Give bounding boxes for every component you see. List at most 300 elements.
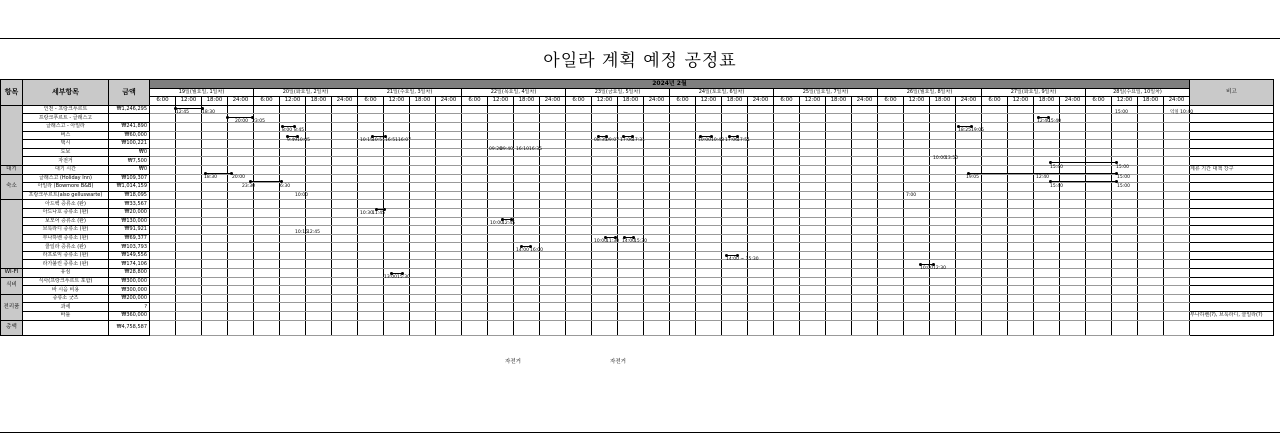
row-detail: 바 시음 비용: [23, 286, 109, 295]
time-slot: [176, 294, 202, 303]
time-slot: [904, 243, 930, 252]
time-label: 16:35: [529, 147, 542, 152]
row-category: 식비: [1, 277, 23, 294]
time-slot: [1086, 226, 1112, 235]
time-slot: [670, 243, 696, 252]
row-detail: 택시: [23, 140, 109, 149]
time-slot: [1164, 320, 1190, 335]
time-slot: [384, 122, 410, 131]
time-slot: [982, 174, 1008, 183]
time-slot: [488, 277, 514, 286]
row-amount: ₩241,890: [109, 122, 150, 131]
time-slot: [696, 131, 722, 140]
time-slot: [592, 320, 618, 335]
time-slot: [254, 320, 280, 335]
time-slot: [540, 140, 566, 149]
row-amount: ₩60,000: [109, 131, 150, 140]
time-slot: [592, 114, 618, 123]
time-label: 18:30: [202, 110, 215, 115]
time-slot: [904, 234, 930, 243]
time-slot: [488, 131, 514, 140]
time-slot: [800, 208, 826, 217]
time-label: 09:07: [606, 138, 619, 143]
time-slot: [774, 148, 800, 157]
time-slot: [410, 140, 436, 149]
time-slot: [306, 105, 332, 114]
time-slot: [696, 243, 722, 252]
time-slot: [358, 174, 384, 183]
time-slot: [670, 122, 696, 131]
time-slot: [1034, 320, 1060, 335]
time-slot: [306, 157, 332, 166]
time-slot: [254, 303, 280, 312]
time-slot: [1008, 277, 1034, 286]
time-slot: [826, 208, 852, 217]
row-detail: 바틀: [23, 312, 109, 321]
row-detail: 프랑크푸르트 - 글래스고: [23, 114, 109, 123]
time-slot: [878, 165, 904, 174]
time-label: 12:45: [176, 110, 189, 115]
time-slot: [904, 148, 930, 157]
time-slot: [644, 269, 670, 278]
header-amount: 금액: [109, 80, 150, 106]
time-slot: [722, 269, 748, 278]
hour-header: 24:00: [332, 97, 358, 106]
time-slot: [332, 260, 358, 269]
time-slot: [280, 208, 306, 217]
time-slot: [852, 174, 878, 183]
time-slot: [878, 191, 904, 200]
time-slot: [228, 165, 254, 174]
time-slot: [358, 114, 384, 123]
time-slot: [202, 217, 228, 226]
time-slot: [1138, 294, 1164, 303]
time-slot: [280, 148, 306, 157]
time-slot: [280, 234, 306, 243]
time-slot: [1138, 277, 1164, 286]
time-slot: [202, 260, 228, 269]
time-slot: [566, 191, 592, 200]
time-slot: [176, 303, 202, 312]
hour-header: 18:00: [306, 97, 332, 106]
time-slot: [332, 217, 358, 226]
table-row: [1, 312, 1274, 321]
time-slot: [228, 140, 254, 149]
time-slot: [722, 174, 748, 183]
time-slot: [280, 140, 306, 149]
time-slot: [748, 303, 774, 312]
time-slot: [1034, 200, 1060, 209]
time-slot: [254, 183, 280, 192]
time-slot: [488, 286, 514, 295]
time-slot: [202, 208, 228, 217]
time-slot: [202, 174, 228, 183]
time-slot: [982, 157, 1008, 166]
time-slot: [332, 277, 358, 286]
time-slot: [280, 200, 306, 209]
time-slot: [150, 114, 176, 123]
row-amount: ₩28,800: [109, 269, 150, 278]
time-slot: [1008, 320, 1034, 335]
time-slot: [644, 191, 670, 200]
time-slot: [462, 260, 488, 269]
time-slot: [826, 148, 852, 157]
time-slot: [462, 165, 488, 174]
time-slot: [488, 122, 514, 131]
time-slot: [800, 286, 826, 295]
time-slot: [566, 131, 592, 140]
time-slot: [410, 191, 436, 200]
row-detail: 식사(프랑크푸르트 포함): [23, 277, 109, 286]
time-slot: [930, 269, 956, 278]
time-slot: [514, 208, 540, 217]
time-label: 6:30: [280, 184, 291, 189]
time-slot: [904, 191, 930, 200]
time-slot: [462, 200, 488, 209]
day-header: 19일(월요일, 1일차): [150, 88, 254, 97]
time-slot: [592, 234, 618, 243]
time-slot: [826, 183, 852, 192]
time-slot: [488, 105, 514, 114]
time-slot: [982, 277, 1008, 286]
time-label: 15:00: [1115, 110, 1128, 115]
time-slot: [748, 294, 774, 303]
row-amount: ₩7,500: [109, 157, 150, 166]
time-label: 15:40: [1050, 165, 1063, 170]
time-slot: [748, 217, 774, 226]
time-slot: [982, 303, 1008, 312]
hour-header: 12:00: [696, 97, 722, 106]
time-slot: [436, 286, 462, 295]
time-slot: [176, 200, 202, 209]
time-slot: [592, 251, 618, 260]
row-amount: ₩18,095: [109, 191, 150, 200]
time-slot: [566, 174, 592, 183]
time-slot: [748, 148, 774, 157]
time-slot: [280, 277, 306, 286]
time-slot: [566, 277, 592, 286]
time-slot: [280, 260, 306, 269]
table-row: [1, 157, 1274, 166]
time-slot: [1060, 277, 1086, 286]
time-slot: [254, 226, 280, 235]
time-slot: [1060, 243, 1086, 252]
time-slot: [956, 251, 982, 260]
time-slot: [566, 226, 592, 235]
time-slot: [202, 277, 228, 286]
time-slot: [982, 191, 1008, 200]
hour-header: 6:00: [878, 97, 904, 106]
row-remark: [1190, 320, 1274, 335]
time-label: 12:45: [502, 221, 515, 226]
time-slot: [904, 320, 930, 335]
time-slot: [930, 312, 956, 321]
time-slot: [618, 174, 644, 183]
time-slot: [1138, 260, 1164, 269]
time-slot: [826, 269, 852, 278]
time-slot: [1164, 243, 1190, 252]
time-slot: [982, 208, 1008, 217]
time-slot: [332, 148, 358, 157]
time-slot: [722, 122, 748, 131]
time-slot: [774, 165, 800, 174]
time-slot: [228, 320, 254, 335]
row-detail: 자전거: [23, 157, 109, 166]
time-slot: [1060, 226, 1086, 235]
time-label: 16:51: [385, 138, 398, 143]
row-detail: 아일라 (Bowmore B&B): [23, 183, 109, 192]
time-slot: [644, 312, 670, 321]
time-slot: [228, 131, 254, 140]
time-slot: [1086, 269, 1112, 278]
time-label: 10:05: [297, 138, 310, 143]
time-slot: [228, 114, 254, 123]
time-slot: [410, 183, 436, 192]
time-slot: [618, 105, 644, 114]
time-slot: [618, 165, 644, 174]
time-label: 10:00: [933, 156, 946, 161]
row-detail: 아드벡 증류소 (완): [23, 200, 109, 209]
time-slot: [722, 105, 748, 114]
table-row: [1, 234, 1274, 243]
time-slot: [150, 200, 176, 209]
time-slot: [696, 208, 722, 217]
time-slot: [1112, 105, 1138, 114]
time-label: 16:10: [516, 147, 529, 152]
time-slot: [748, 243, 774, 252]
time-slot: [904, 251, 930, 260]
time-slot: [1138, 286, 1164, 295]
time-slot: [1112, 191, 1138, 200]
row-detail: 글래스고 - 아일라: [23, 122, 109, 131]
row-amount: ₩91,921: [109, 226, 150, 235]
time-slot: [618, 157, 644, 166]
hour-header: 6:00: [774, 97, 800, 106]
time-slot: [332, 269, 358, 278]
time-slot: [202, 157, 228, 166]
time-slot: [254, 140, 280, 149]
table-row: [1, 251, 1274, 260]
time-slot: [358, 269, 384, 278]
time-slot: [956, 183, 982, 192]
time-slot: [358, 234, 384, 243]
time-slot: [254, 208, 280, 217]
time-slot: [930, 294, 956, 303]
time-slot: [982, 312, 1008, 321]
time-slot: [566, 234, 592, 243]
time-slot: [592, 277, 618, 286]
time-slot: [228, 217, 254, 226]
time-slot: [202, 243, 228, 252]
time-slot: [436, 208, 462, 217]
time-slot: [488, 303, 514, 312]
time-slot: [722, 312, 748, 321]
time-slot: [150, 226, 176, 235]
time-slot: [904, 105, 930, 114]
time-slot: [904, 157, 930, 166]
hour-header: 12:00: [800, 97, 826, 106]
time-slot: [800, 234, 826, 243]
time-label: 15:40: [1048, 119, 1061, 124]
time-slot: [956, 260, 982, 269]
time-slot: [722, 208, 748, 217]
time-slot: [878, 157, 904, 166]
time-slot: [462, 183, 488, 192]
time-slot: [1112, 183, 1138, 192]
time-slot: [1086, 131, 1112, 140]
time-slot: [982, 105, 1008, 114]
time-slot: [1060, 217, 1086, 226]
time-slot: [358, 320, 384, 335]
time-slot: [306, 303, 332, 312]
row-amount: [109, 114, 150, 123]
time-slot: [696, 105, 722, 114]
time-slot: [540, 312, 566, 321]
time-slot: [462, 157, 488, 166]
hour-header: 12:00: [488, 97, 514, 106]
time-slot: [878, 294, 904, 303]
time-slot: [748, 251, 774, 260]
time-slot: [540, 122, 566, 131]
time-slot: [722, 191, 748, 200]
time-slot: [254, 286, 280, 295]
time-slot: [306, 320, 332, 335]
time-slot: [514, 243, 540, 252]
time-slot: [384, 217, 410, 226]
time-slot: [696, 234, 722, 243]
time-label: 19:05: [971, 128, 984, 133]
time-slot: [956, 174, 982, 183]
row-detail: 대기 시간: [23, 165, 109, 174]
row-detail: 버스: [23, 131, 109, 140]
row-category: 대기: [1, 165, 23, 174]
time-slot: [800, 131, 826, 140]
time-slot: [280, 183, 306, 192]
time-slot: [1164, 174, 1190, 183]
time-slot: [176, 217, 202, 226]
time-slot: [878, 208, 904, 217]
row-category: [1, 105, 23, 165]
time-slot: [384, 105, 410, 114]
time-slot: [800, 312, 826, 321]
time-slot: [852, 114, 878, 123]
time-slot: [618, 122, 644, 131]
time-slot: [774, 183, 800, 192]
time-slot: [930, 217, 956, 226]
time-slot: [1164, 140, 1190, 149]
time-slot: [1138, 251, 1164, 260]
time-slot: [358, 243, 384, 252]
row-remark: [1190, 105, 1274, 114]
time-slot: [592, 294, 618, 303]
time-slot: [1164, 234, 1190, 243]
time-slot: [1008, 312, 1034, 321]
hour-header: 6:00: [1086, 97, 1112, 106]
time-slot: [826, 157, 852, 166]
time-slot: [436, 226, 462, 235]
time-slot: [904, 294, 930, 303]
time-slot: [358, 131, 384, 140]
sheet-title: 아일라 계획 예정 공정표: [543, 51, 737, 71]
time-slot: [462, 131, 488, 140]
row-amount: ₩149,556: [109, 251, 150, 260]
time-slot: [1138, 174, 1164, 183]
time-slot: [956, 226, 982, 235]
time-slot: [1034, 183, 1060, 192]
time-slot: [306, 286, 332, 295]
time-slot: [774, 294, 800, 303]
time-label: 10:00: [920, 266, 933, 271]
time-slot: [306, 165, 332, 174]
day-header: 22일(목요일, 4일차): [462, 88, 566, 97]
time-slot: [930, 277, 956, 286]
time-slot: [566, 122, 592, 131]
time-slot: [358, 251, 384, 260]
time-slot: [1008, 183, 1034, 192]
time-slot: [566, 140, 592, 149]
time-slot: [150, 269, 176, 278]
time-slot: [228, 191, 254, 200]
time-slot: [592, 105, 618, 114]
time-slot: [384, 174, 410, 183]
time-slot: [566, 148, 592, 157]
row-amount: ₩20,000: [109, 208, 150, 217]
hour-header: 24:00: [1164, 97, 1190, 106]
time-slot: [306, 251, 332, 260]
time-slot: [1008, 148, 1034, 157]
time-slot: [150, 260, 176, 269]
sheet-bottom-border: [0, 432, 1280, 433]
time-slot: [358, 183, 384, 192]
time-slot: [1060, 269, 1086, 278]
time-slot: [878, 105, 904, 114]
time-slot: [1112, 251, 1138, 260]
time-slot: [410, 114, 436, 123]
time-slot: [1086, 234, 1112, 243]
time-slot: [644, 277, 670, 286]
time-slot: [1034, 174, 1060, 183]
time-slot: [228, 183, 254, 192]
time-slot: [826, 243, 852, 252]
row-remark: [1190, 243, 1274, 252]
time-slot: [1086, 148, 1112, 157]
time-slot: [1164, 122, 1190, 131]
time-slot: [618, 114, 644, 123]
time-slot: [358, 200, 384, 209]
row-detail: 도보: [23, 148, 109, 157]
time-slot: [1112, 294, 1138, 303]
table-row: [1, 277, 1274, 286]
hour-header: 24:00: [644, 97, 670, 106]
time-slot: [1112, 157, 1138, 166]
time-slot: [878, 122, 904, 131]
time-slot: [1086, 217, 1112, 226]
time-slot: [202, 191, 228, 200]
time-slot: [488, 251, 514, 260]
hour-header: 18:00: [1034, 97, 1060, 106]
row-remark: [1190, 157, 1274, 166]
time-label: 08:35: [594, 138, 607, 143]
time-slot: [176, 191, 202, 200]
time-slot: [696, 303, 722, 312]
time-slot: [228, 303, 254, 312]
time-slot: [462, 294, 488, 303]
hour-header: 18:00: [618, 97, 644, 106]
time-slot: [1138, 140, 1164, 149]
time-slot: [410, 122, 436, 131]
time-slot: [358, 148, 384, 157]
time-slot: [618, 286, 644, 295]
